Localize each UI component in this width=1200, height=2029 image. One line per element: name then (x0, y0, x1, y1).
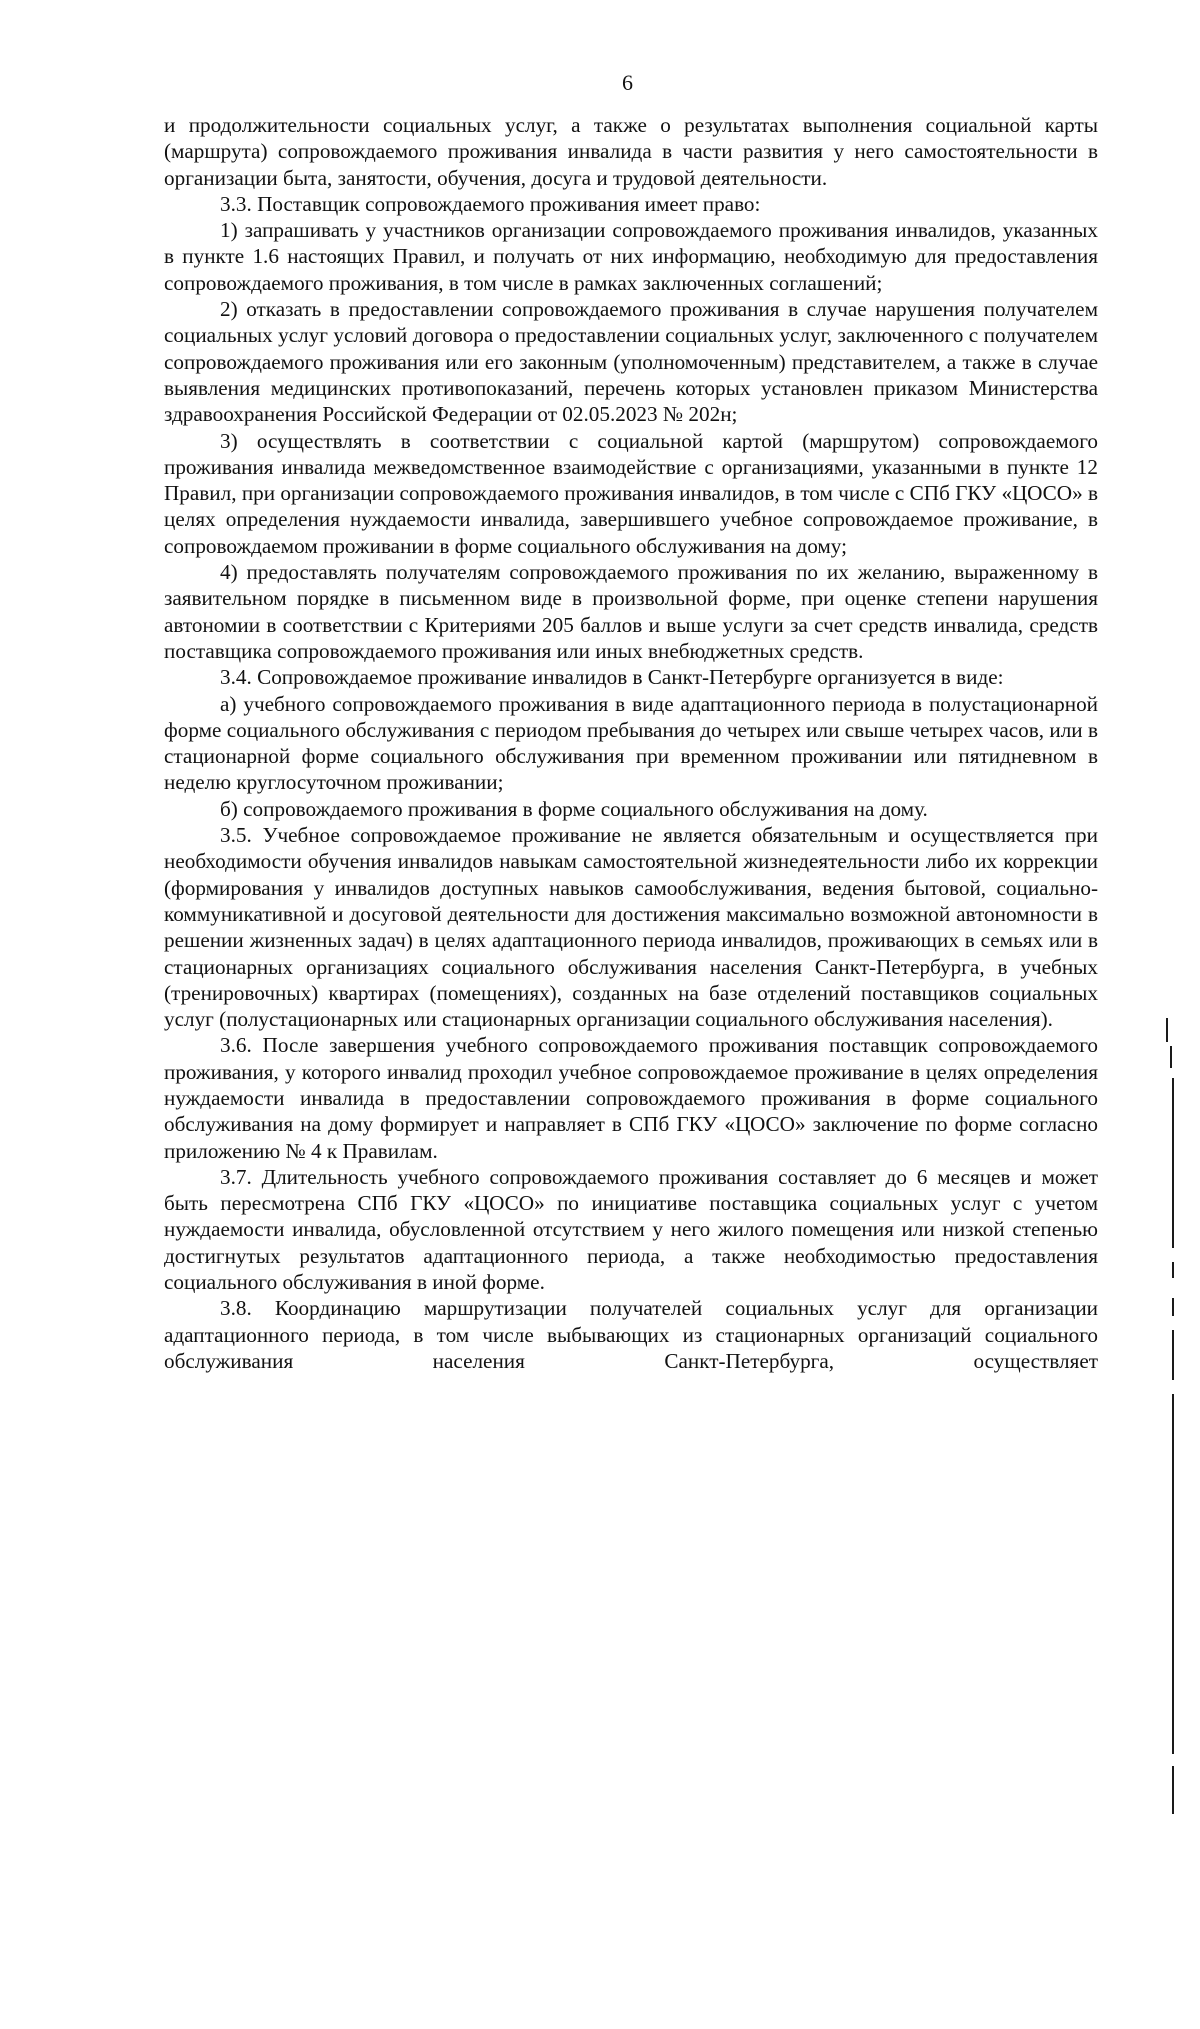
paragraph-3-4-item-b: б) сопровождаемого проживания в форме социального обслуживания на дому. (220, 796, 928, 821)
paragraph-3-8: 3.8. Координацию маршрутизации получателей социальных услуг для организации адаптационного периода, в том числе выбывающих из стационарных организаций социального обслуживания населения Санкт-Петербурга, осуществляет (164, 1296, 1098, 1373)
scan-margin-mark (1172, 1078, 1174, 1248)
document-body (164, 112, 1098, 1374)
paragraph-3-5: 3.5. Учебное сопровождаемое проживание не является обязательным и осуществляется при необходимости обучения инвалидов навыкам самостоятельной жизнедеятельности либо их коррекции (формирования у инвалидов доступных навыков самообслуживания, ведения бытовой, социально-коммуникативной и досуговой деятельности для достижения максимально возможной автономности в решении жизненных задач) в целях адаптационного периода инвалидов, проживающих в семьях или в стационарных организациях социального обслуживания населения Санкт-Петербурга, в учебных (тренировочных) квартирах (помещениях), созданных на базе отделений поставщиков социальных услуг (полустационарных или стационарных организации социального обслуживания населения). (164, 823, 1098, 1032)
scan-margin-mark (1166, 1018, 1168, 1042)
scan-margin-mark (1172, 1766, 1174, 1814)
page-number: 6 (622, 70, 633, 95)
paragraph-3-3: 3.3. Поставщик сопровождаемого проживания имеет право: (220, 191, 761, 216)
paragraph-3-3-item-4: 4) предоставлять получателям сопровождаемого проживания по их желанию, выраженному в заявительном порядке в письменном виде в произвольной форме, при оценке степени нарушения автономии в соответствии с Критериями 205 баллов и выше услуги за счет средств инвалида, средств поставщика сопровождаемого проживания или иных внебюджетных средств. (164, 560, 1098, 663)
paragraph-3-7: 3.7. Длительность учебного сопровождаемого проживания составляет до 6 месяцев и может быть пересмотрена СПб ГКУ «ЦОСО» по инициативе поставщика социальных услуг с учетом нуждаемости инвалида, обусловленной отсутствием у него жилого помещения или низкой степенью достигнутых результатов адаптационного периода, а также необходимостью предоставления социального обслуживания в иной форме. (164, 1164, 1098, 1295)
scan-margin-mark (1172, 1262, 1174, 1278)
scan-margin-mark (1172, 1330, 1174, 1380)
paragraph-3-6: 3.6. После завершения учебного сопровождаемого проживания поставщик сопровождаемого проживания, у которого инвалид проходил учебное сопровождаемое проживание в целях определения нуждаемости инвалида в предоставлении сопровождаемого проживания в форме социального обслуживания на дому формирует и направляет в СПб ГКУ «ЦОСО» заключение по форме согласно приложению № 4 к Правилам. (164, 1033, 1098, 1163)
paragraph-3-3-item-3: 3) осуществлять в соответствии с социальной картой (маршрутом) сопровождаемого проживания инвалида межведомственное взаимодействие с организациями, указанными в пункте 12 Правил, при организации сопровождаемого проживания инвалидов, в том числе с СПб ГКУ «ЦОСО» в целях определения нуждаемости инвалида, завершившего учебное сопровождаемое проживание, в сопровождаемом проживании в форме социального обслуживания на дому; (164, 428, 1098, 558)
paragraph-3-3-item-1: 1) запрашивать у участников организации сопровождаемого проживания инвалидов, указанных в пункте 1.6 настоящих Правил, и получать от них информацию, необходимую для предоставления сопровождаемого проживания, в том числе в рамках заключенных соглашений; (164, 218, 1098, 295)
paragraph-3-3-item-2: 2) отказать в предоставлении сопровождаемого проживания в случае нарушения получателем социальных услуг условий договора о предоставлении социальных услуг, заключенного с получателем сопровождаемого проживания или его законным (уполномоченным) представителем, а также в случае выявления медицинских противопоказаний, перечень которых установлен приказом Министерства здравоохранения Российской Федерации от 02.05.2023 № 202н; (164, 297, 1098, 427)
paragraph-3-4-item-a: а) учебного сопровождаемого проживания в виде адаптационного периода в полустационарной форме социального обслуживания с периодом пребывания до четырех или свыше четырех часов, или в стационарной форме социального обслуживания при временном проживании или пятидневном в неделю круглосуточном проживании; (164, 691, 1098, 795)
scan-margin-mark (1172, 1394, 1174, 1754)
scan-margin-mark (1172, 1298, 1174, 1316)
paragraph-3-4: 3.4. Сопровождаемое проживание инвалидов в Санкт-Петербурге организуется в виде: (220, 665, 1004, 690)
scan-margin-mark (1170, 1046, 1172, 1068)
paragraph-continuation: и продолжительности социальных услуг, а также о результатах выполнения социальной карты (маршрута) сопровождаемого проживания инвалида в части развития у него самостоятельности в организации быта, занятости, обучения, досуга и трудовой деятельности. (164, 113, 1098, 190)
